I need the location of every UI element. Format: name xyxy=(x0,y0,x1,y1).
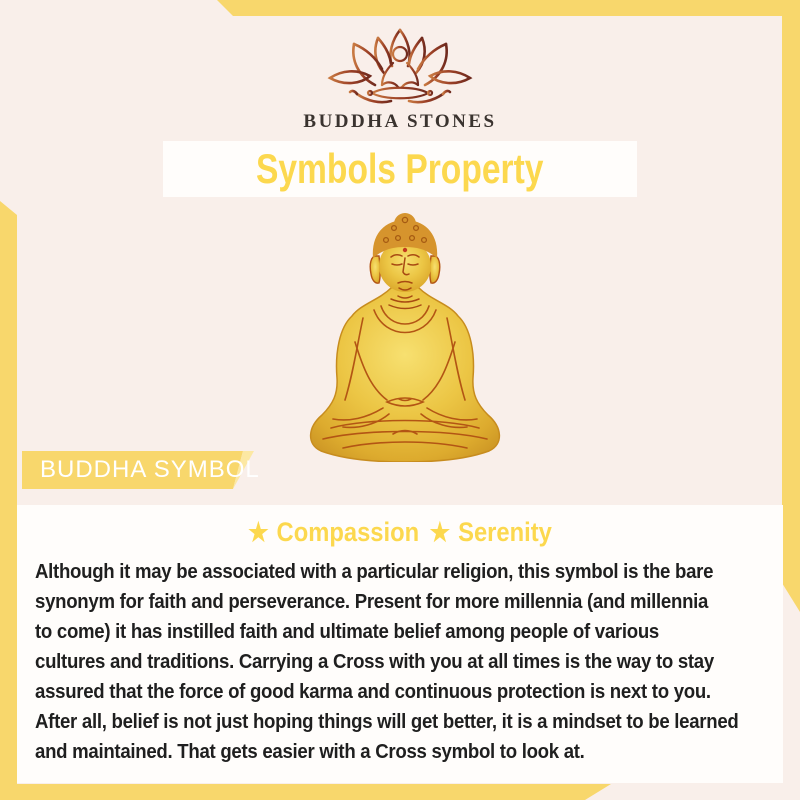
star-icon: ★ xyxy=(429,517,451,547)
trait-compassion: Compassion xyxy=(276,517,420,547)
bottom-edge-band xyxy=(0,784,611,800)
lotus-meditation-icon xyxy=(325,26,475,112)
star-icon: ★ xyxy=(248,517,269,547)
description-line: After all, belief is not just hoping things will get better, it is a mindset to be learned xyxy=(35,711,739,733)
title-banner xyxy=(163,141,637,197)
buddha-illustration xyxy=(295,206,515,462)
description-line: assured that the force of good karma and continuous protection is next to you. xyxy=(35,681,711,703)
description-line: to come) it has instilled faith and ultimate belief among people of various xyxy=(35,621,659,643)
trait-serenity: Serenity xyxy=(458,517,552,547)
top-edge-band xyxy=(217,0,800,16)
description-line: and maintained. That gets easier with a Cross symbol to look at. xyxy=(35,741,585,763)
brand-logo xyxy=(325,26,475,112)
description-line: cultures and traditions. Carrying a Cross with you at all times is the way to stay xyxy=(35,651,714,673)
description-panel xyxy=(17,505,783,783)
right-edge-band xyxy=(782,0,800,612)
description-line: Although it may be associated with a particular religion, this symbol is the bare xyxy=(35,561,714,583)
left-edge-band xyxy=(0,201,17,800)
page-title: Symbols Property xyxy=(256,145,544,192)
description-text xyxy=(35,557,738,767)
description-line: synonym for faith and perseverance. Present for more millennia (and millennia xyxy=(35,591,709,613)
golden-buddha-icon xyxy=(295,206,515,462)
category-ribbon xyxy=(22,451,260,489)
traits-line xyxy=(63,517,737,548)
category-label: BUDDHA SYMBOL xyxy=(40,456,260,483)
brand-name: BUDDHA STONES xyxy=(303,111,497,132)
